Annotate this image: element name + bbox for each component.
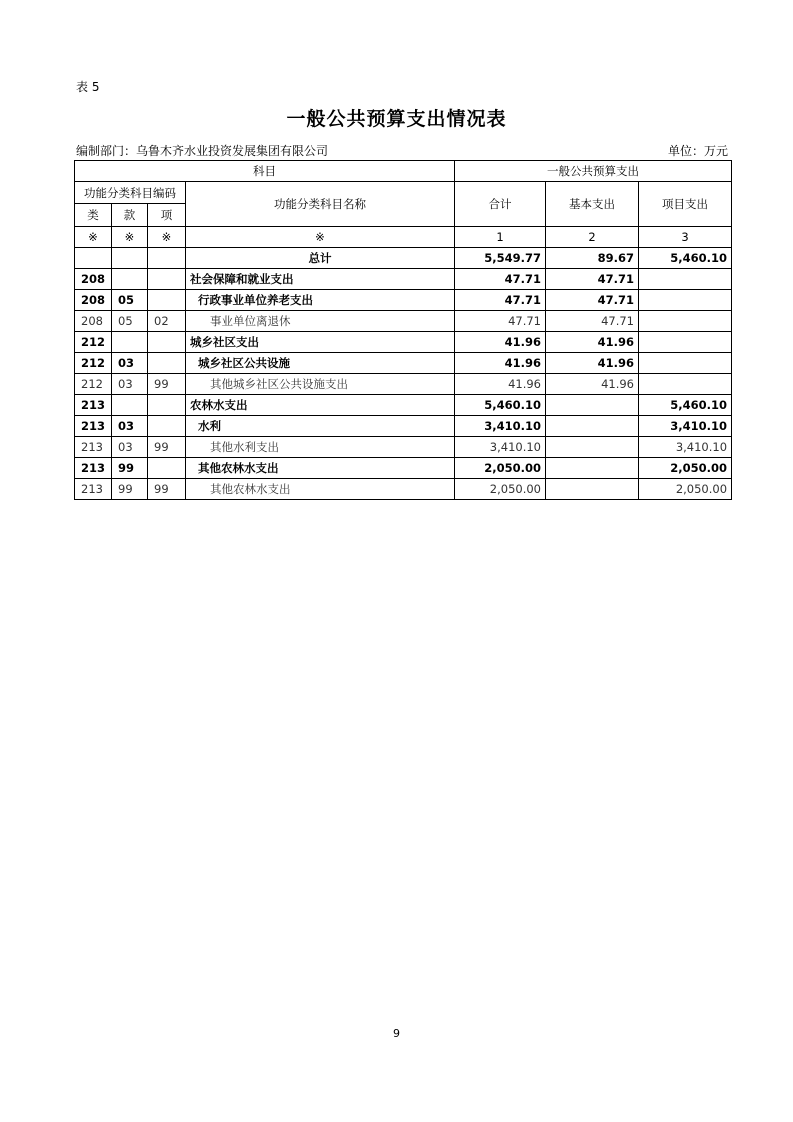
name-header: 功能分类科目名称 (186, 182, 455, 227)
table-row: 213 农林水支出 5,460.10 5,460.10 (75, 395, 732, 416)
table-row: 212 03 城乡社区公共设施 41.96 41.96 (75, 353, 732, 374)
header-row-group (75, 182, 732, 204)
table-row: 212 03 99 其他城乡社区公共设施支出 41.96 41.96 (75, 374, 732, 395)
mark-cell: ※ (186, 227, 455, 248)
mark-cell: 3 (639, 227, 732, 248)
mark-cell: 2 (546, 227, 639, 248)
marks-row (75, 227, 732, 248)
mark-cell: 1 (455, 227, 546, 248)
unit-label: 单位：万元 (667, 144, 728, 158)
total-label: 总计 (186, 248, 455, 269)
header-row-main (75, 161, 732, 182)
total-total: 5,549.77 (455, 248, 546, 269)
basic-header: 基本支出 (546, 182, 639, 227)
lei-header: 类 (75, 204, 112, 227)
page-number: 9 (393, 1027, 400, 1040)
mark-cell: ※ (148, 227, 186, 248)
mark-cell: ※ (112, 227, 148, 248)
project-header: 项目支出 (639, 182, 732, 227)
table-row: 213 03 99 其他水利支出 3,410.10 3,410.10 (75, 437, 732, 458)
table-number: 表 5 (76, 80, 100, 94)
table-row: 208 05 行政事业单位养老支出 47.71 47.71 (75, 290, 732, 311)
total-basic: 89.67 (546, 248, 639, 269)
department-label: 编制部门：乌鲁木齐水业投资发展集团有限公司 (76, 144, 329, 158)
budget-table (74, 160, 732, 500)
kuan-header: 款 (112, 204, 148, 227)
subject-header: 科目 (75, 161, 455, 182)
page-title: 一般公共预算支出情况表 (286, 108, 507, 130)
table-row: 213 99 其他农林水支出 2,050.00 2,050.00 (75, 458, 732, 479)
table-row: 208 05 02 事业单位离退休 47.71 47.71 (75, 311, 732, 332)
code-group-header: 功能分类科目编码 (75, 182, 186, 204)
mark-cell: ※ (75, 227, 112, 248)
table-row: 213 99 99 其他农林水支出 2,050.00 2,050.00 (75, 479, 732, 500)
total-row (75, 248, 732, 269)
total-header: 合计 (455, 182, 546, 227)
table-row: 208 社会保障和就业支出 47.71 47.71 (75, 269, 732, 290)
table-row: 213 03 水利 3,410.10 3,410.10 (75, 416, 732, 437)
table-row: 212 城乡社区支出 41.96 41.96 (75, 332, 732, 353)
xiang-header: 项 (148, 204, 186, 227)
budget-group-header: 一般公共预算支出 (455, 161, 732, 182)
total-project: 5,460.10 (639, 248, 732, 269)
